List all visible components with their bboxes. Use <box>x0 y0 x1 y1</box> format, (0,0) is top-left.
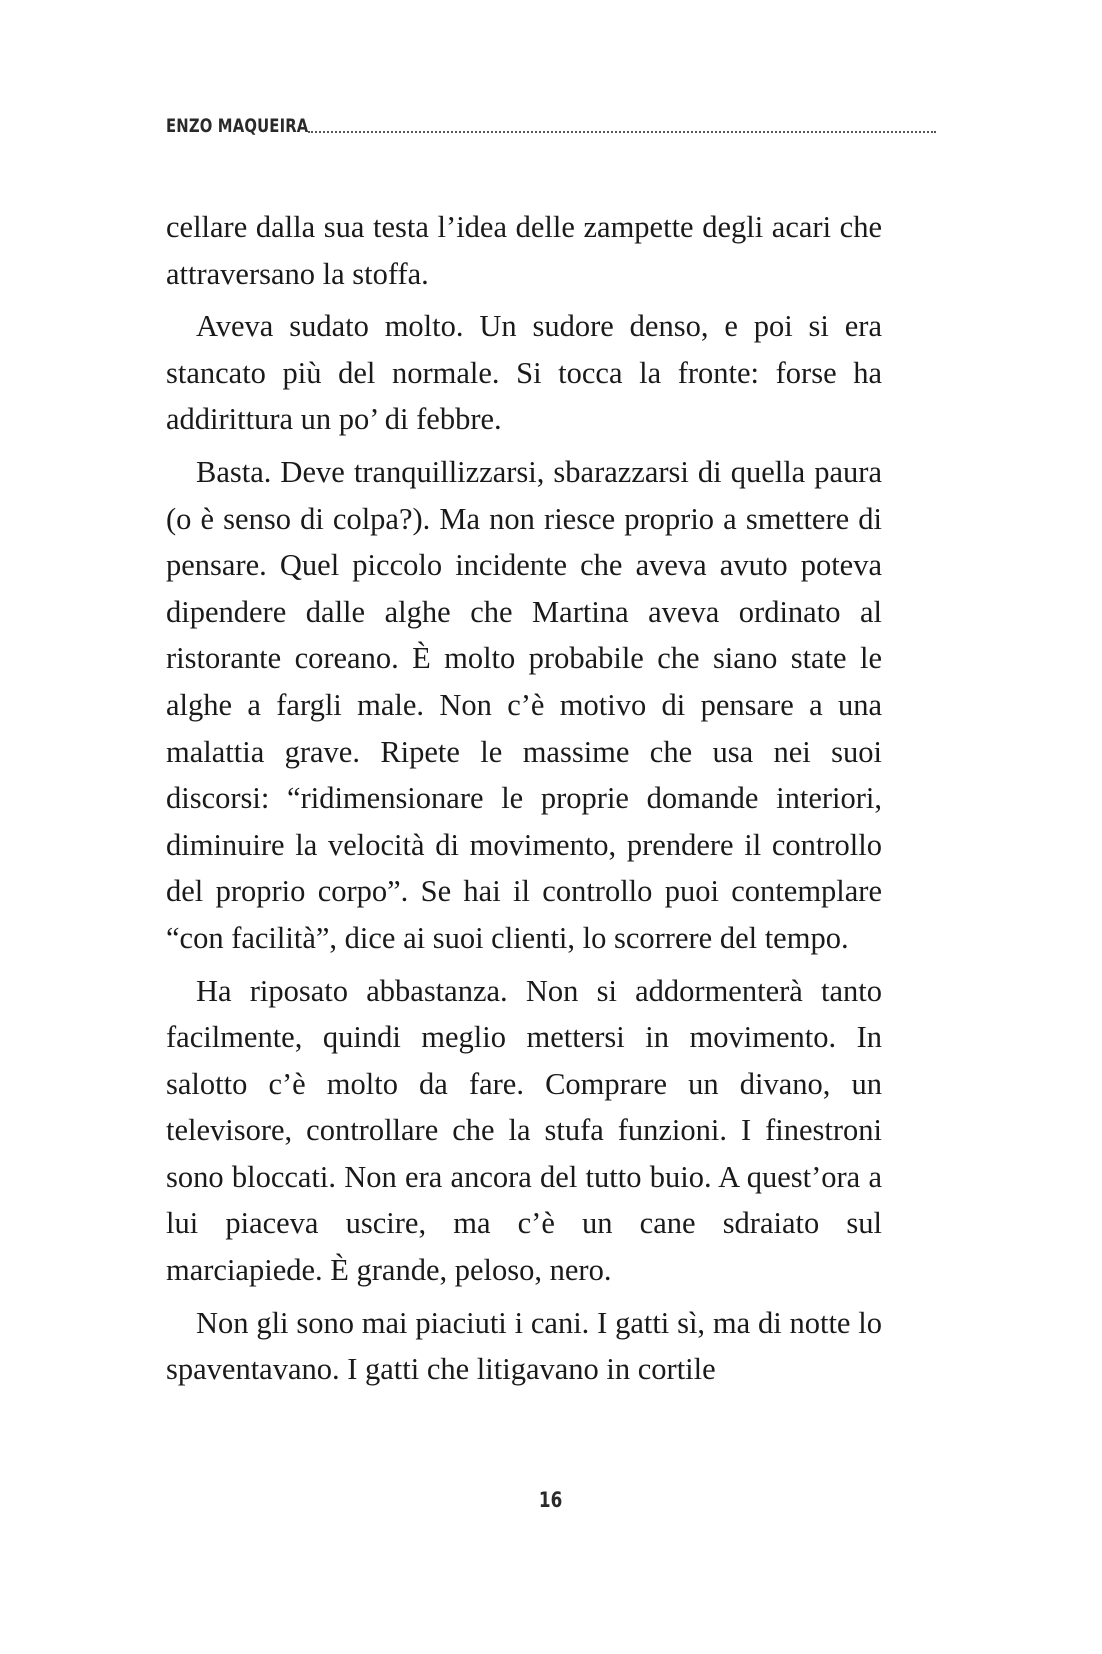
author-name: ENZO MAQUEIRA <box>166 115 309 137</box>
page-number <box>0 1490 1102 1511</box>
paragraph: Ha riposato abbastanza. Non si addormenterà tanto facilmente, quindi meglio mettersi in movimento. In salotto c’è molto da fare. Comprare un divano, un televisore, controllare che la stufa funzioni. I finestroni sono bloccati. Non era ancora del tutto buio. A quest’ora a lui piaceva uscire, ma c’è un cane sdraiato sul marciapiede. È grande, peloso, nero. <box>166 973 882 1288</box>
running-header <box>166 112 936 136</box>
body-text <box>166 204 882 1399</box>
paragraph: Aveva sudato molto. Un sudore denso, e poi si era stancato più del normale. Si tocca la fronte: forse ha addirittura un po’ di febbre. <box>166 309 882 437</box>
paragraph: Basta. Deve tranquillizzarsi, sbarazzarsi di quella paura (o è senso di colpa?). Ma non riesce proprio a smettere di pensare. Quel piccolo incidente che aveva avuto poteva dipendere dalle alghe che Martina aveva ordinato al ristorante coreano. È molto probabile che siano state le alghe a fargli male. Non c’è motivo di pensare a una malattia grave. Ripete le massime che usa nei suoi discorsi: “ridimensionare le proprie domande interiori, diminuire la velocità di movimento, prendere il controllo del proprio corpo”. Se hai il controllo puoi contemplare “con facilità”, dice ai suoi clienti, lo scorrere del tempo. <box>166 454 882 955</box>
header-dotted-leader <box>308 131 936 133</box>
page-number-text: 16 <box>539 1488 563 1512</box>
paragraph: Non gli sono mai piaciuti i cani. I gatti sì, ma di notte lo spaventavano. I gatti che litigavano in cortile <box>166 1305 882 1387</box>
paragraph: cellare dalla sua testa l’idea delle zampette degli acari che attraversano la stoffa. <box>166 210 882 291</box>
